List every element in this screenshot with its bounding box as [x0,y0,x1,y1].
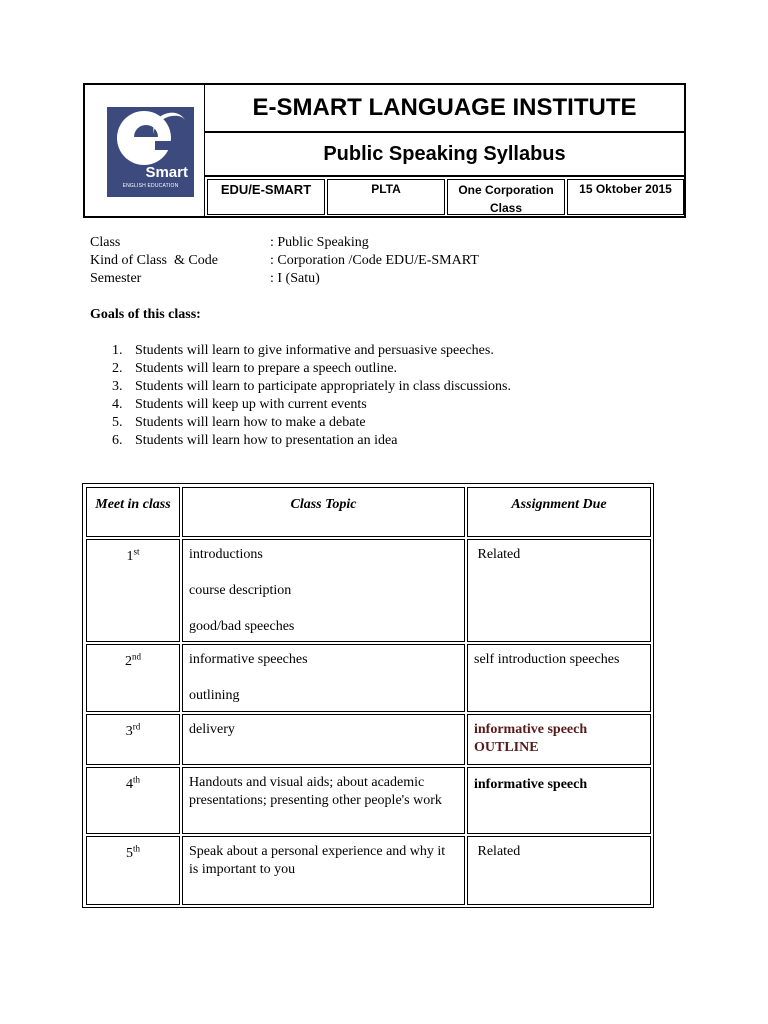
table-row-meet: 1st [86,539,180,642]
table-row-assignment: Related [467,539,651,642]
table-row-assignment: Related [467,836,651,905]
table-row-topic [182,644,465,712]
goals-list [112,342,511,450]
goal-text: Students will learn to prepare a speech outline. [135,361,398,376]
goal-item [112,342,511,360]
header-assignment: Assignment Due [467,487,651,537]
goal-number: 3. [112,379,123,394]
meta-label: Class [90,235,121,250]
header-topic: Class Topic [182,487,465,537]
table-row-meet: 4th [86,767,180,834]
goal-item [112,396,511,414]
table-row-assignment: self introduction speeches [467,644,651,712]
topic-line: informative speeches [189,652,308,667]
esmart-logo [107,107,194,197]
table-row-assignment: informative speech [467,767,651,834]
goal-text: Students will learn how to presentation an idea [135,433,398,448]
table-row-topic [182,714,465,765]
meta-value: : Public Speaking [270,235,369,250]
topic-line: outlining [189,688,240,703]
goal-item [112,432,511,450]
table-row-meet: 2nd [86,644,180,712]
goal-text: Students will keep up with current events [135,397,367,412]
logo-cell [85,85,205,216]
logo-brand: Smart [145,164,188,181]
topic-line: Handouts and visual aids; about academic presentations; presenting other people's work [189,775,442,808]
meta-row [90,252,479,270]
table-row-assignment: informative speech OUTLINE [467,714,651,765]
schedule-table [82,483,654,908]
topic-line: course description [189,583,292,598]
info-code: EDU/E-SMART [207,179,325,215]
topic-line: introductions [189,547,263,562]
info-program: PLTA [327,179,445,215]
institute-title: E-SMART LANGUAGE INSTITUTE [205,85,684,133]
meta-value: : Corporation /Code EDU/E-SMART [270,253,479,268]
meta-label: Kind of Class & Code [90,253,218,268]
table-row-topic [182,539,465,642]
goal-text: Students will learn to participate appropriately in class discussions. [135,379,511,394]
goal-number: 4. [112,397,123,412]
goals-heading: Goals of this class: [90,307,201,322]
header-meet: Meet in class [86,487,180,537]
meta-value: : I (Satu) [270,271,320,286]
logo-tagline: ENGLISH EDUCATION [122,183,179,189]
goal-number: 5. [112,415,123,430]
goal-item [112,414,511,432]
meta-row [90,234,479,252]
class-meta [90,234,479,288]
goal-item [112,360,511,378]
table-row-topic [182,836,465,905]
table-row-meet: 3rd [86,714,180,765]
topic-line: Speak about a personal experience and why it is important to you [189,844,446,877]
goal-text: Students will learn to give informative and persuasive speeches. [135,343,494,358]
meta-row [90,270,479,288]
syllabus-title: Public Speaking Syllabus [205,133,684,177]
info-date: 15 Oktober 2015 [567,179,684,215]
info-class-type: One Corporation Class [447,179,565,215]
goal-number: 6. [112,433,123,448]
topic-line: delivery [189,722,235,737]
goal-text: Students will learn how to make a debate [135,415,366,430]
goal-number: 2. [112,361,123,376]
table-row-topic [182,767,465,834]
document-header [83,83,686,218]
topic-line: good/bad speeches [189,619,295,634]
table-row-meet: 5th [86,836,180,905]
goal-item [112,378,511,396]
meta-label: Semester [90,271,142,286]
goal-number: 1. [112,343,123,358]
